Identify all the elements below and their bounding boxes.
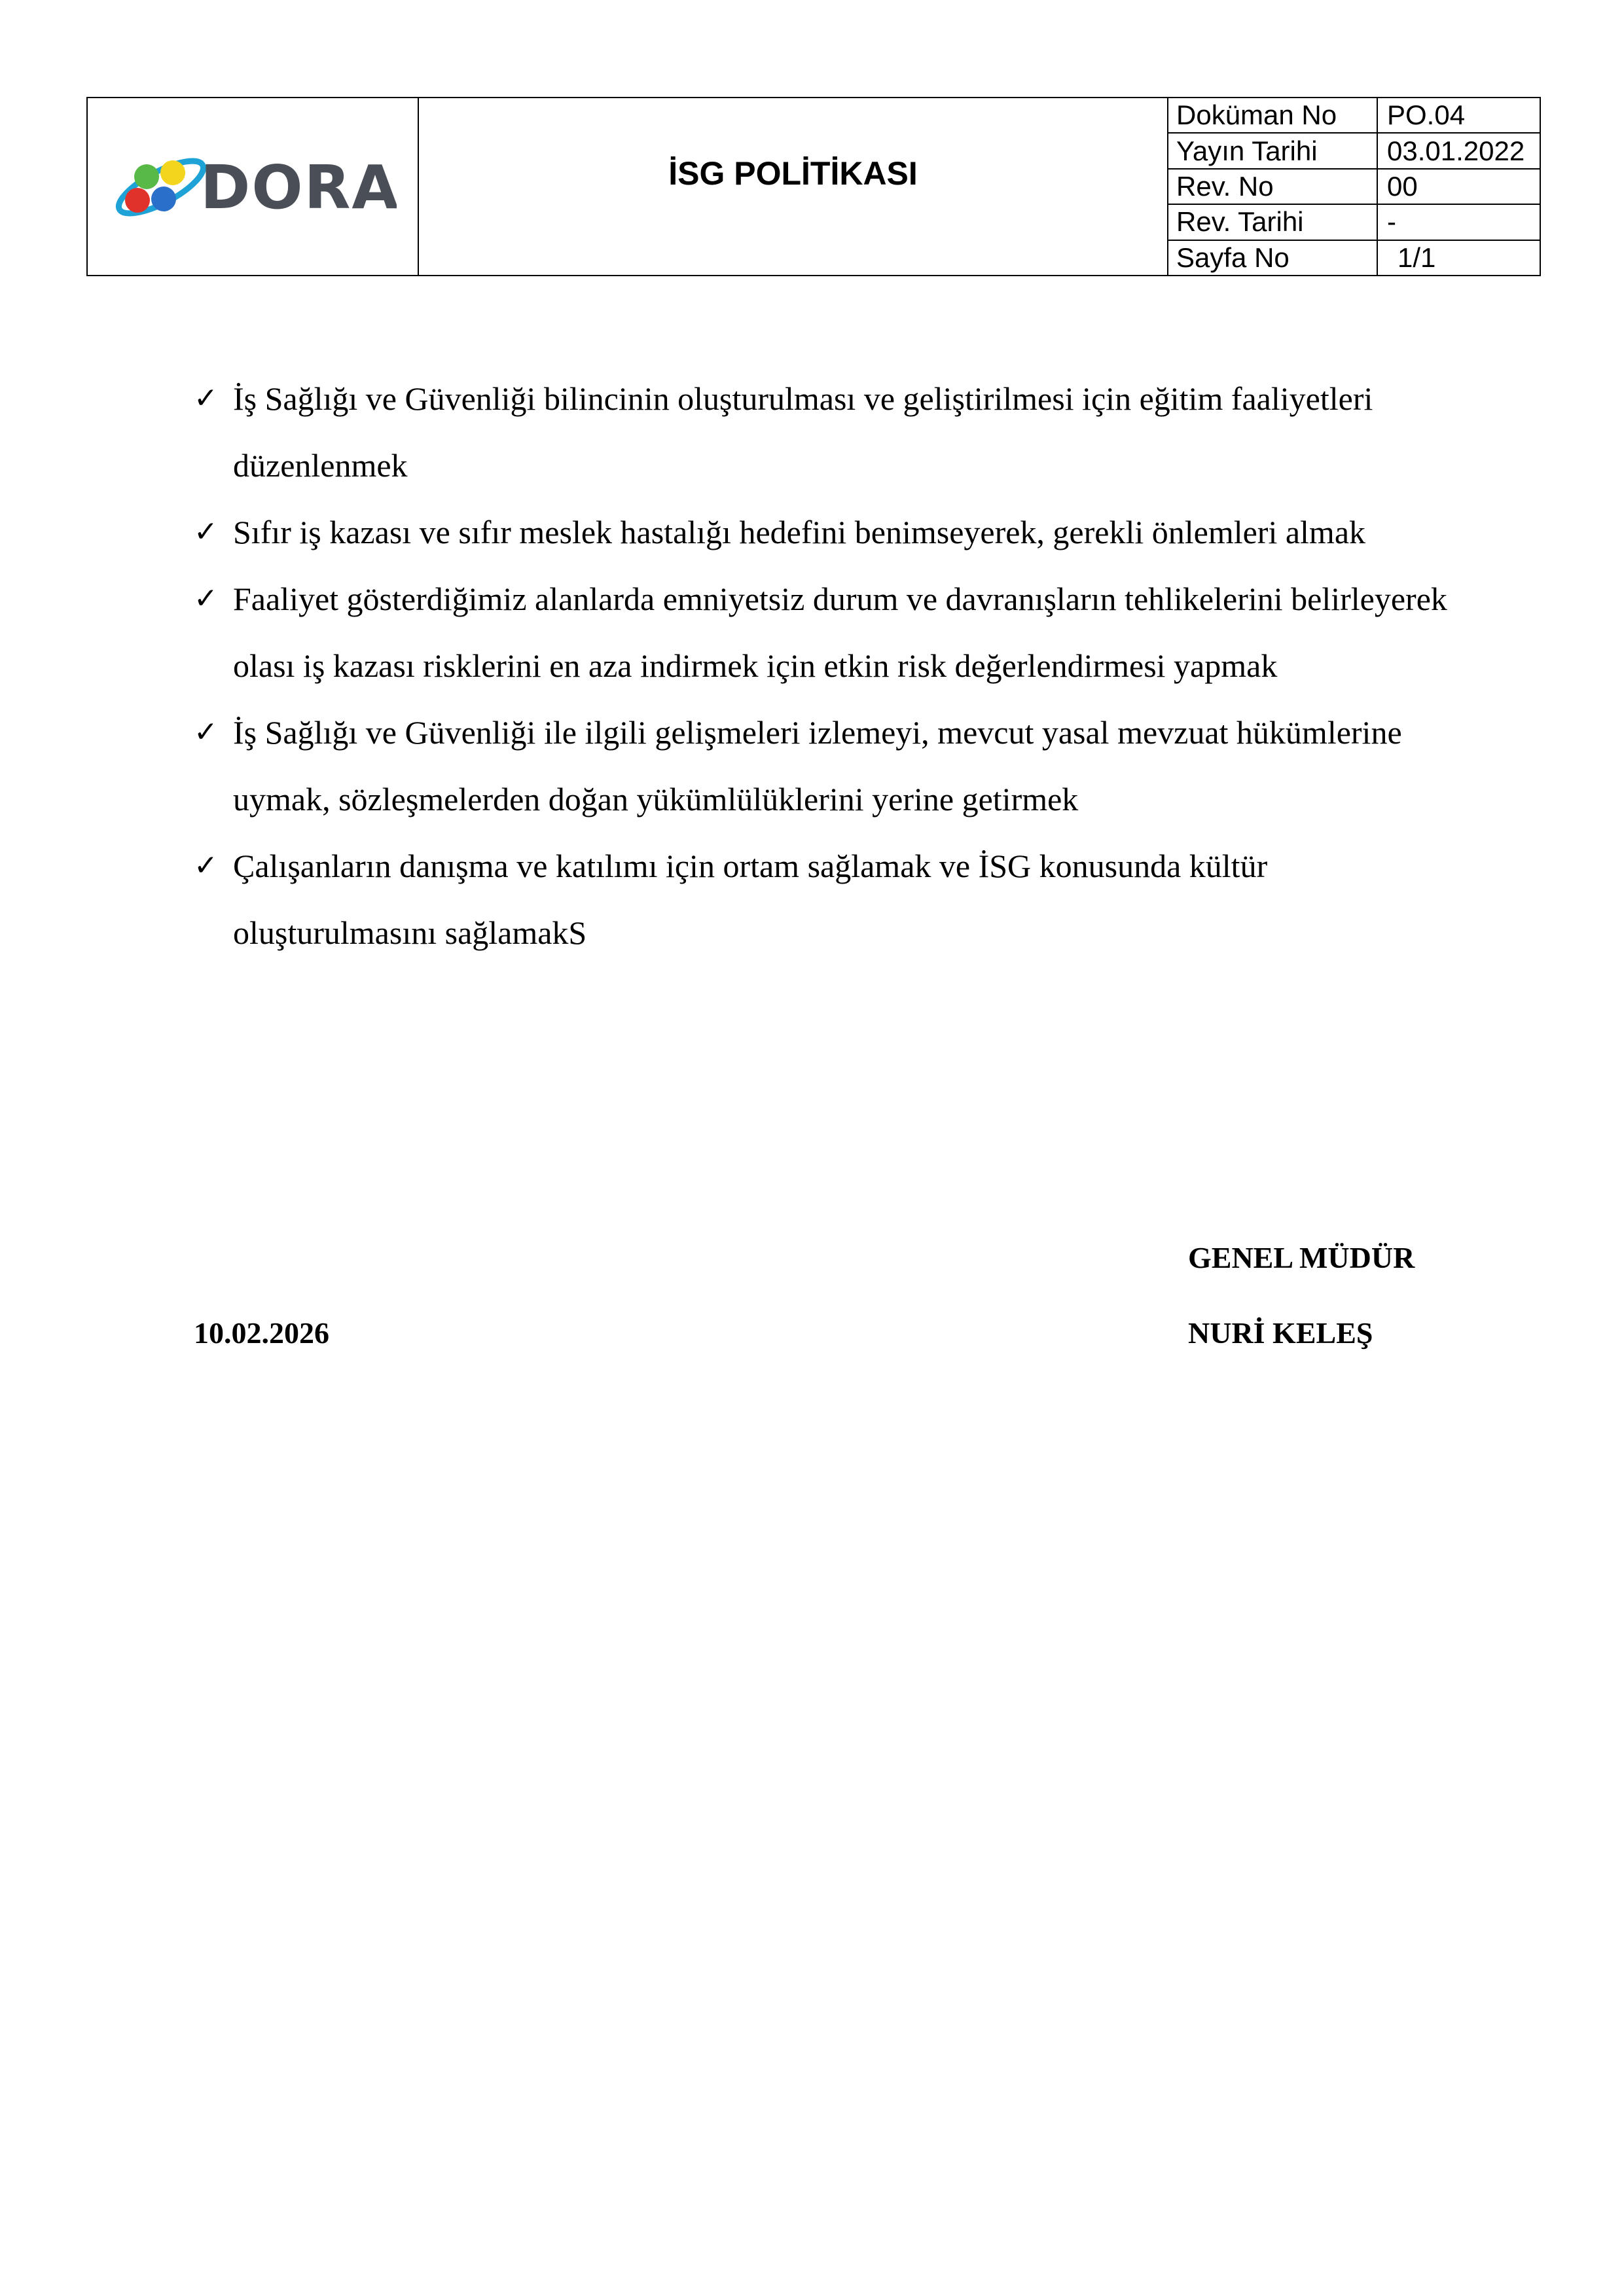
policy-item	[194, 833, 1477, 966]
meta-label-page-no: Sayfa No	[1168, 240, 1377, 276]
meta-label-doc-no: Doküman No	[1168, 98, 1377, 133]
policy-list	[194, 365, 1477, 966]
checkmark-icon: ✓	[194, 382, 218, 415]
meta-label-rev-date: Rev. Tarihi	[1168, 204, 1377, 240]
policy-item	[194, 699, 1477, 833]
policy-text: İş Sağlığı ve Güvenliği ile ilgili gelişmeleri izlemeyi, mevcut yasal mevzuat hükümlerine uymak, sözleşmelerden doğan yükümlülüklerini yerine getirmek	[233, 714, 1402, 817]
policy-text: İş Sağlığı ve Güvenliği bilincinin oluşturulması ve geliştirilmesi için eğitim faaliyetleri düzenlenmek	[233, 380, 1373, 484]
signatory-name: NURİ KELEŞ	[1188, 1316, 1373, 1350]
logo-ball-red	[125, 188, 150, 213]
policy-text: Sıfır iş kazası ve sıfır meslek hastalığı hedefini benimseyerek, gerekli önlemleri almak	[233, 514, 1366, 550]
meta-label-rev-no: Rev. No	[1168, 169, 1377, 204]
meta-value-page-no: 1/1	[1377, 240, 1540, 276]
dora-logo	[109, 136, 397, 234]
checkmark-icon: ✓	[194, 515, 218, 548]
policy-text: Çalışanların danışma ve katılımı için ortam sağlamak ve İSG konusunda kültür oluşturulmasını sağlamakS	[233, 848, 1268, 951]
policy-text: Faaliyet gösterdiğimiz alanlarda emniyetsiz durum ve davranışların tehlikelerini belirleyerek olası iş kazası risklerini en aza indirmek için etkin risk değerlendirmesi yapmak	[233, 581, 1447, 684]
meta-value-publish-date: 03.01.2022	[1377, 133, 1540, 168]
document-title: İSG POLİTİKASI	[418, 98, 1168, 276]
logo-ball-blue	[151, 187, 176, 211]
document-header	[86, 97, 1541, 276]
policy-item	[194, 499, 1477, 565]
signatory-title: GENEL MÜDÜR	[1188, 1241, 1415, 1274]
logo-wordmark: DORA	[200, 152, 397, 223]
checkmark-icon: ✓	[194, 715, 218, 749]
meta-value-rev-no: 00	[1377, 169, 1540, 204]
checkmark-icon: ✓	[194, 849, 218, 882]
meta-value-doc-no: PO.04	[1377, 98, 1540, 133]
logo-ball-yellow	[160, 160, 185, 185]
checkmark-icon: ✓	[194, 582, 218, 615]
logo-ball-green	[134, 164, 159, 189]
policy-item	[194, 565, 1477, 699]
meta-label-publish-date: Yayın Tarihi	[1168, 133, 1377, 168]
policy-item	[194, 365, 1477, 499]
meta-value-rev-date: -	[1377, 204, 1540, 240]
signature-date: 10.02.2026	[194, 1316, 329, 1350]
logo-cell	[87, 98, 418, 276]
